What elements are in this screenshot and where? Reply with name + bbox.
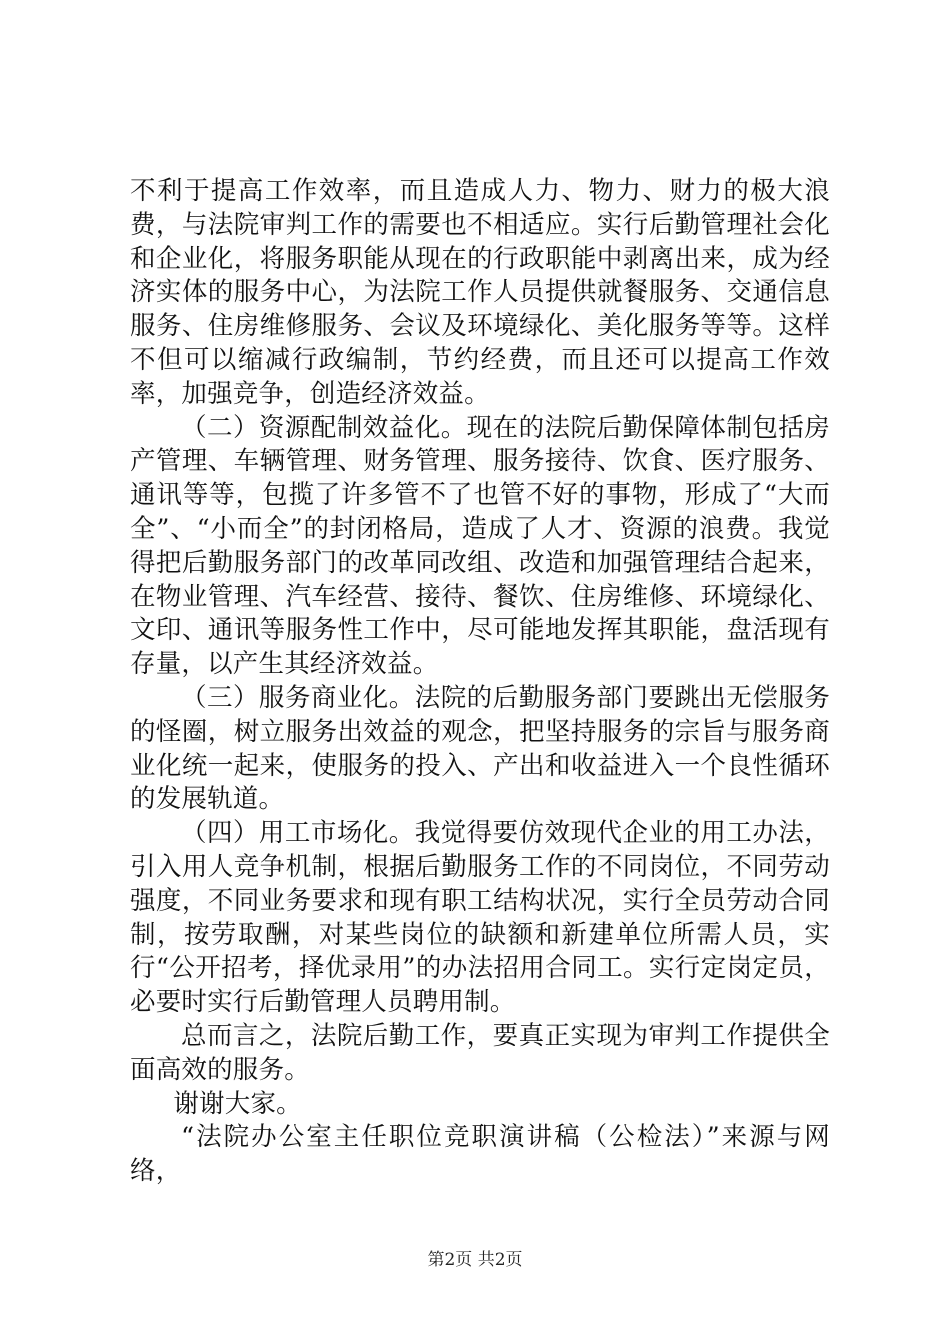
page-footer xyxy=(0,1245,950,1270)
paragraph-continuation: 不利于提高工作效率，而且造成人力、物力、财力的极大浪费，与法院审判工作的需要也不相适应。实行后勤管理社会化和企业化，将服务职能从现在的行政职能中剥离出来，成为经济实体的服务中心，为法院工作人员提供就餐服务、交通信息服务、住房维修服务、会议及环境绿化、美化服务等等。这样不但可以缩减行政编制，节约经费，而且还可以提高工作效率，加强竞争，创造经济效益。 xyxy=(130,176,830,409)
paragraph-service-commercialization: （三）服务商业化。法院的后勤服务部门要跳出无偿服务的怪圈，树立服务出效益的观念，把坚持服务的宗旨与服务商业化统一起来，使服务的投入、产出和收益进入一个良性循环的发展轨道。 xyxy=(130,682,830,815)
paragraph-conclusion: 总而言之，法院后勤工作，要真正实现为审判工作提供全面高效的服务。 xyxy=(130,1020,830,1085)
paragraph-employment-market: （四）用工市场化。我觉得要仿效现代企业的用工办法，引入用人竞争机制，根据后勤服务工作的不同岗位，不同劳动强度，不同业务要求和现有职工结构状况，实行全员劳动合同制，按劳取酬，对某些岗位的缺额和新建单位所需人员，实行“公开招考，择优录用”的办法招用合同工。实行定岗定员，必要时实行后勤管理人员聘用制。 xyxy=(130,818,830,1018)
document-body xyxy=(130,175,830,1189)
paragraph-thanks: 谢谢大家。 xyxy=(173,1088,302,1119)
paragraph-source-note: “法院办公室主任职位竞职演讲稿（公检法）”来源与网络， xyxy=(130,1122,830,1187)
paragraph-resource-allocation: （二）资源配制效益化。现在的法院后勤保障体制包括房产管理、车辆管理、财务管理、服务接待、饮食、医疗服务、通讯等等，包揽了许多管不了也管不好的事物，形成了“大而全”、“小而全”的封闭格局，造成了人才、资源的浪费。我觉得把后勤服务部门的改革同改组、改造和加强管理结合起来，在物业管理、汽车经营、接待、餐饮、住房维修、环境绿化、文印、通讯等服务性工作中，尽可能地发挥其职能，盘活现有存量，以产生其经济效益。 xyxy=(130,412,830,680)
page-number-label: 第2页 共2页 xyxy=(427,1250,523,1270)
